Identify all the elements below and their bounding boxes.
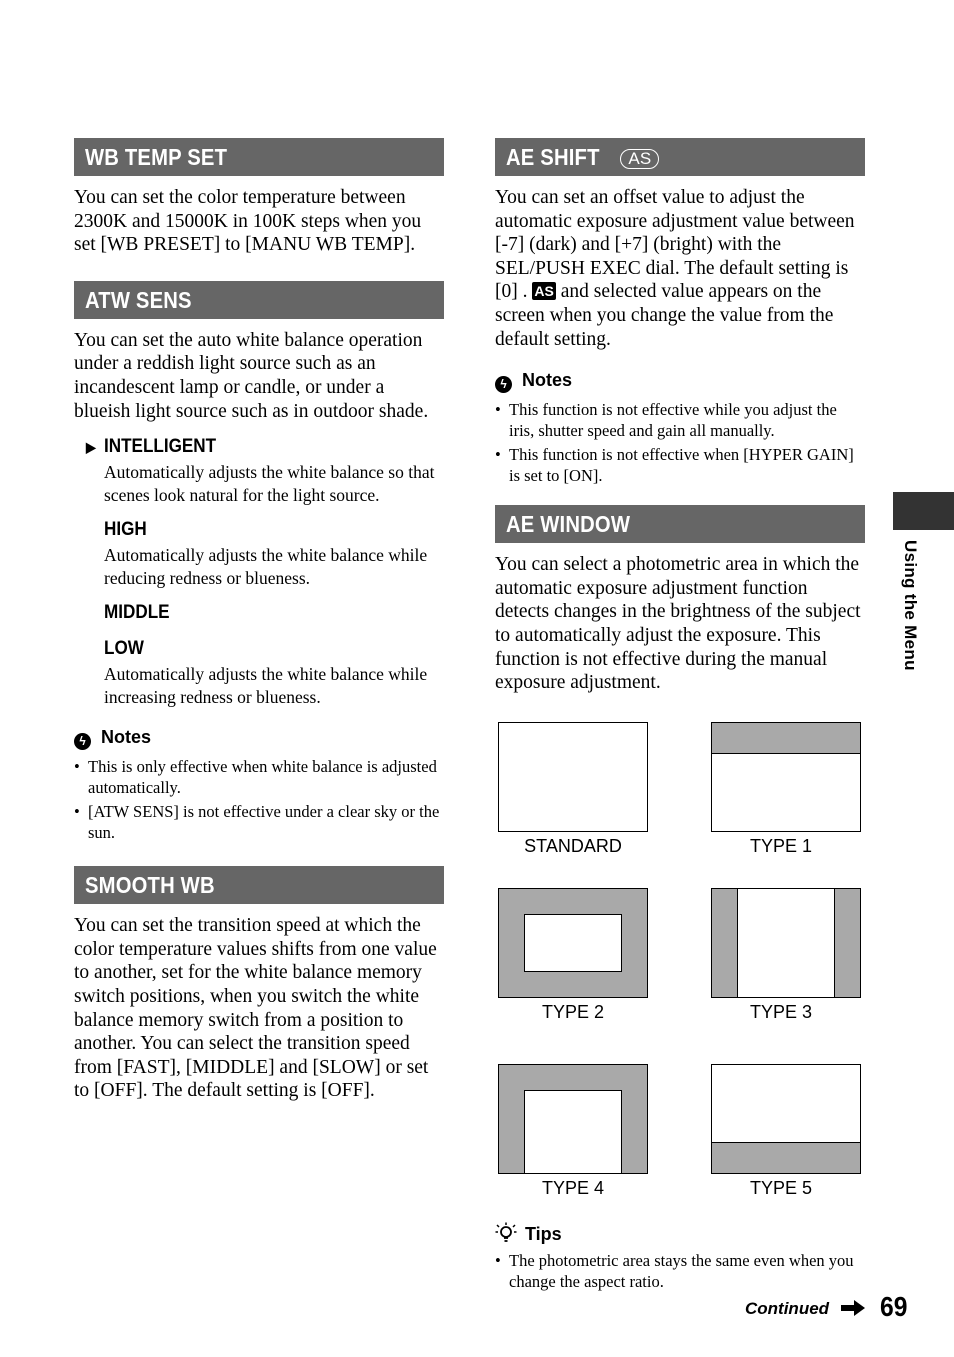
- frame-label: TYPE 5: [749, 1178, 813, 1198]
- notes-heading: ϟ Notes: [74, 726, 444, 750]
- smooth-wb-body: You can set the transition speed at which the color temperature values shifts from one value to another, set for the white balance memory switch positions, when you switch the white balance memory switch from a position to another. You can select the transition speed from [FAST], [MIDDLE] and [SLOW] or set to [OFF]. The default setting is [OFF].: [74, 915, 437, 1102]
- frame-type1: [711, 722, 861, 832]
- page-number: 69: [880, 1291, 908, 1322]
- ae-window-body: You can select a photometric area in which the automatic exposure adjustment function detects changes in the brightness of the subject to automatically adjust the exposure. This function is not effective during the manual exposure adjustment.: [495, 554, 861, 694]
- chapter-label: Using the Menu: [901, 540, 920, 671]
- section-header-ae-window: AE WINDOW: [495, 505, 865, 543]
- frame-label: TYPE 3: [749, 1002, 813, 1022]
- option-low: LOW Automatically adjusts the white balance while increasing redness or blueness.: [104, 638, 428, 707]
- notes-icon: ϟ: [74, 733, 91, 750]
- tips-list: [495, 1250, 865, 1292]
- frame-type3: [711, 888, 861, 998]
- frame-standard: [498, 722, 648, 832]
- section-header-smooth-wb: SMOOTH WB: [74, 866, 444, 904]
- wb-temp-set-body: You can set the color temperature between 2300K and 15000K in 100K steps when you set [WB PRESET] to [MANU WB TEMP].: [74, 187, 422, 256]
- as-indicator-icon: AS: [534, 283, 554, 300]
- ae-shift-notes: [495, 399, 865, 486]
- left-column: [74, 138, 444, 1103]
- note-item: • This function is not effective while you adjust the iris, shutter speed and gain all manually.: [495, 399, 865, 441]
- section-header-atw-sens: ATW SENS: [74, 281, 444, 319]
- frame-label: STANDARD: [524, 836, 622, 856]
- section-header-ae-shift: AE SHIFT AS: [495, 138, 865, 176]
- tip-item: • The photometric area stays the same even when you change the aspect ratio.: [495, 1250, 865, 1292]
- arrow-right-icon: [841, 1300, 865, 1316]
- frame-label: TYPE 2: [541, 1002, 605, 1022]
- right-column: [495, 138, 865, 695]
- assign-badge-icon: AS: [620, 149, 659, 169]
- section-header-wb-temp-set: WB TEMP SET: [74, 138, 444, 176]
- option-high: HIGH Automatically adjusts the white balance while reducing redness or blueness.: [104, 519, 428, 588]
- note-item: • This function is not effective when [HYPER GAIN] is set to [ON].: [495, 444, 865, 486]
- tips-heading: Tips: [495, 1222, 562, 1245]
- frame-type4: [498, 1064, 648, 1174]
- atw-sens-body: You can set the auto white balance operation under a reddish light source such as an incandescent lamp or candle, or under a blueish light source such as in outdoor shade.: [74, 329, 429, 422]
- lightbulb-icon: [495, 1222, 517, 1244]
- frame-type5: [711, 1064, 861, 1174]
- frame-label: TYPE 1: [749, 836, 813, 856]
- notes-heading: ϟ Notes: [495, 369, 865, 393]
- notes-icon: ϟ: [495, 376, 512, 393]
- ae-shift-body: You can set an offset value to adjust the automatic exposure adjustment value between [-7] (dark) and [+7] (bright) with the SEL/PUSH EXEC dial. The default setting is [0] . AS and selected value appears on the screen when you change the value from the default setting.: [495, 187, 855, 350]
- frame-label: TYPE 4: [541, 1178, 605, 1198]
- option-middle: MIDDLE: [104, 602, 170, 624]
- note-item: • This is only effective when white balance is adjusted automatically.: [74, 756, 444, 798]
- note-item: • [ATW SENS] is not effective under a clear sky or the sun.: [74, 801, 444, 843]
- atw-sens-notes: [74, 756, 444, 843]
- chapter-tab: [893, 492, 954, 530]
- option-intelligent: ▶ INTELLIGENT Automatically adjusts the white balance so that scenes look natural for the light source.: [86, 436, 435, 505]
- continued-label: Continued: [745, 1299, 830, 1318]
- frame-type2: [498, 888, 648, 998]
- default-marker-icon: ▶: [86, 439, 96, 456]
